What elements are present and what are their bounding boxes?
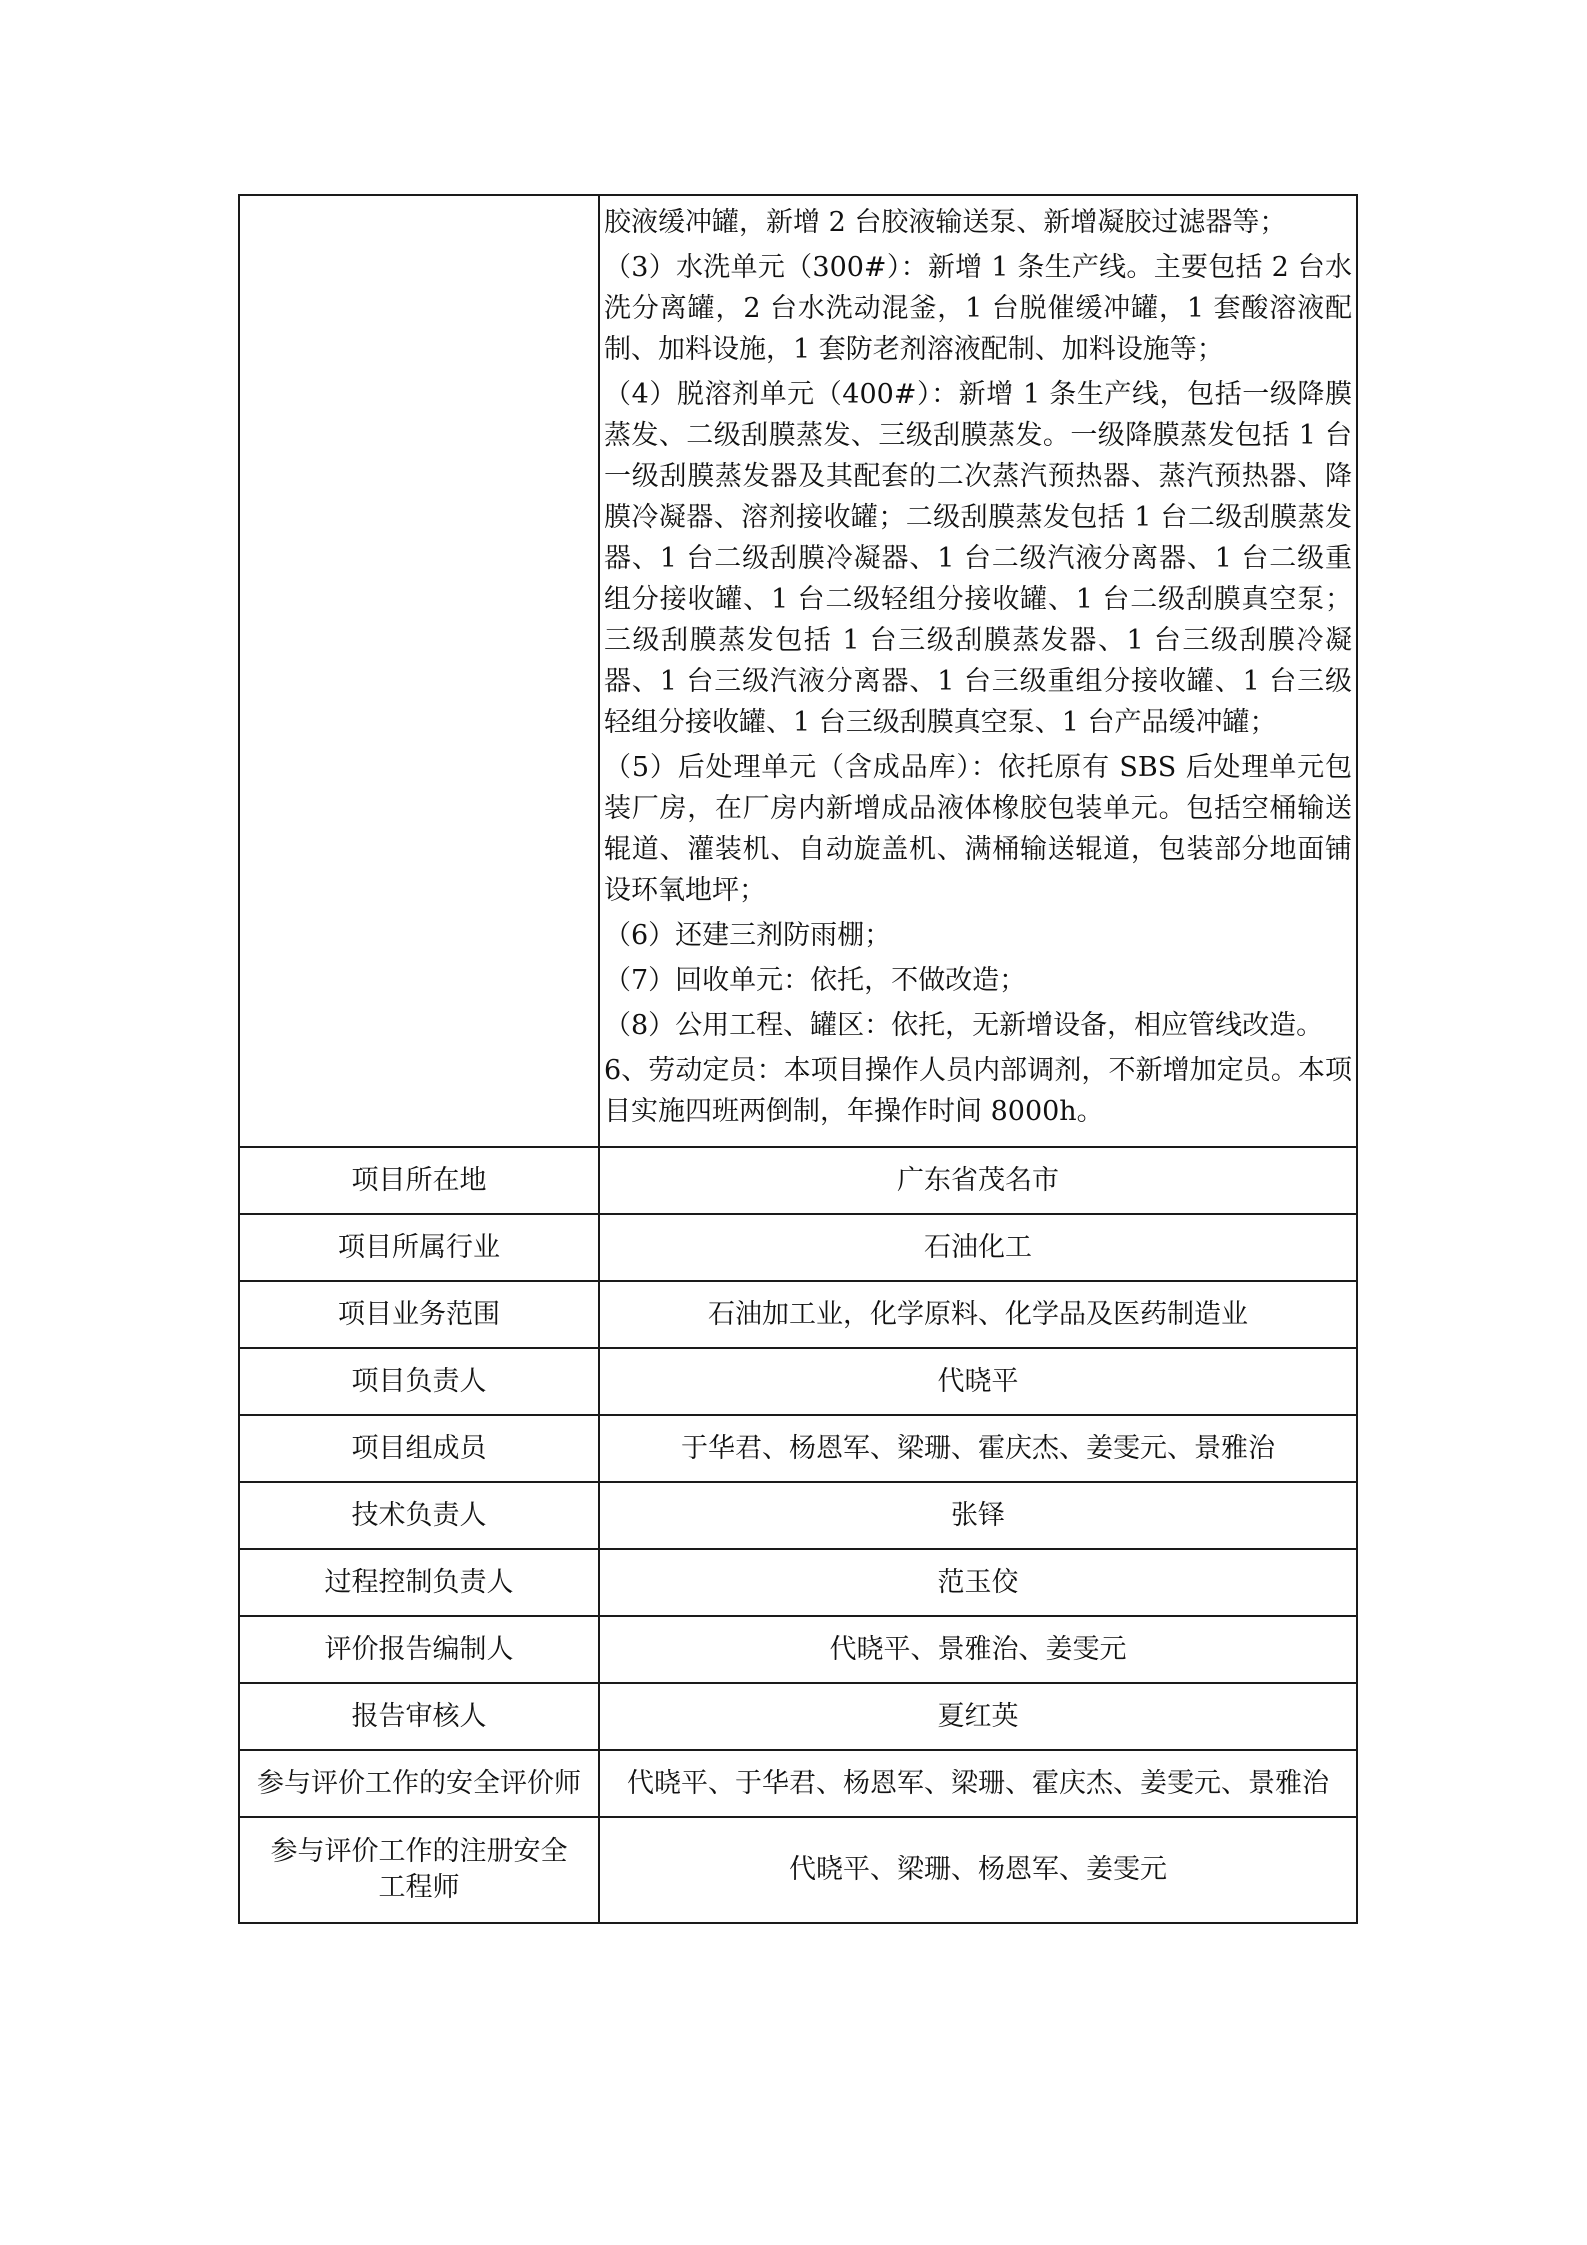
table-row [239, 1348, 1357, 1415]
content-paragraph: （8）公用工程、罐区：依托，无新增设备，相应管线改造。 [604, 1010, 1324, 1041]
content-paragraph: （5）后处理单元（含成品库）：依托原有 SBS 后处理单元包装厂房，在厂房内新增成品液体橡胶包装单元。包括空桶输送辊道、灌装机、自动旋盖机、满桶输送辊道，包装部分地面铺设环氧地坪； [604, 752, 1352, 906]
row-value: 张铎 [599, 1482, 1357, 1549]
empty-label-cell [239, 195, 599, 1147]
content-paragraph: （4）脱溶剂单元（400#）：新增 1 条生产线，包括一级降膜蒸发、二级刮膜蒸发、三级刮膜蒸发。一级降膜蒸发包括 1 台一级刮膜蒸发器及其配套的二次蒸汽预热器、蒸汽预热器、降膜冷凝器、溶剂接收罐；二级刮膜蒸发包括 1 台二级刮膜蒸发器、1 台二级刮膜冷凝器、1 台二级汽液分离器、1 台二级重组分接收罐、1 台二级轻组分接收罐、1 台二级刮膜真空泵；三级刮膜蒸发包括 1 台三级刮膜蒸发器、1 台三级刮膜冷凝器、1 台三级汽液分离器、1 台三级重组分接收罐、1 台三级轻组分接收罐、1 台三级刮膜真空泵、1 台产品缓冲罐； [604, 379, 1352, 738]
content-paragraph: （7）回收单元：依托，不做改造； [604, 965, 1027, 996]
row-label: 评价报告编制人 [239, 1616, 599, 1683]
row-label: 参与评价工作的安全评价师 [239, 1750, 599, 1817]
table-row [239, 1147, 1357, 1214]
content-paragraph: （3）水洗单元（300#）：新增 1 条生产线。主要包括 2 台水洗分离罐，2 台水洗动混釜，1 台脱催缓冲罐，1 套酸溶液配制、加料设施，1 套防老剂溶液配制、加料设施等； [604, 252, 1352, 365]
table-row [239, 1214, 1357, 1281]
row-label: 项目组成员 [239, 1415, 599, 1482]
row-value: 石油化工 [599, 1214, 1357, 1281]
project-info-table [238, 194, 1358, 1924]
table-row [239, 1683, 1357, 1750]
row-value: 范玉佼 [599, 1549, 1357, 1616]
row-value: 广东省茂名市 [599, 1147, 1357, 1214]
row-value: 代晓平、景雅治、姜雯元 [599, 1616, 1357, 1683]
row-value: 夏红英 [599, 1683, 1357, 1750]
row-value: 代晓平 [599, 1348, 1357, 1415]
table-row [239, 1482, 1357, 1549]
table-row [239, 1549, 1357, 1616]
row-value: 代晓平、于华君、杨恩军、梁珊、霍庆杰、姜雯元、景雅治 [599, 1750, 1357, 1817]
table-row [239, 1750, 1357, 1817]
content-paragraph: 胶液缓冲罐，新增 2 台胶液输送泵、新增凝胶过滤器等； [604, 207, 1287, 238]
row-value: 于华君、杨恩军、梁珊、霍庆杰、姜雯元、景雅治 [599, 1415, 1357, 1482]
content-paragraph: （6）还建三剂防雨棚； [604, 920, 892, 951]
row-value: 代晓平、梁珊、杨恩军、姜雯元 [599, 1817, 1357, 1923]
row-label: 项目所属行业 [239, 1214, 599, 1281]
row-label: 过程控制负责人 [239, 1549, 599, 1616]
table-row [239, 1281, 1357, 1348]
project-content-cell [599, 195, 1357, 1147]
row-label: 技术负责人 [239, 1482, 599, 1549]
table-row [239, 1616, 1357, 1683]
table-row [239, 1817, 1357, 1923]
content-paragraph: 6、劳动定员：本项目操作人员内部调剂，不新增加定员。本项目实施四班两倒制，年操作时间 8000h。 [604, 1055, 1352, 1127]
table-row-project-content [239, 195, 1357, 1147]
row-value: 石油加工业，化学原料、化学品及医药制造业 [599, 1281, 1357, 1348]
table-row [239, 1415, 1357, 1482]
row-label: 项目业务范围 [239, 1281, 599, 1348]
row-label: 报告审核人 [239, 1683, 599, 1750]
row-label: 参与评价工作的注册安全工程师 [239, 1817, 599, 1923]
row-label: 项目所在地 [239, 1147, 599, 1214]
row-label: 项目负责人 [239, 1348, 599, 1415]
